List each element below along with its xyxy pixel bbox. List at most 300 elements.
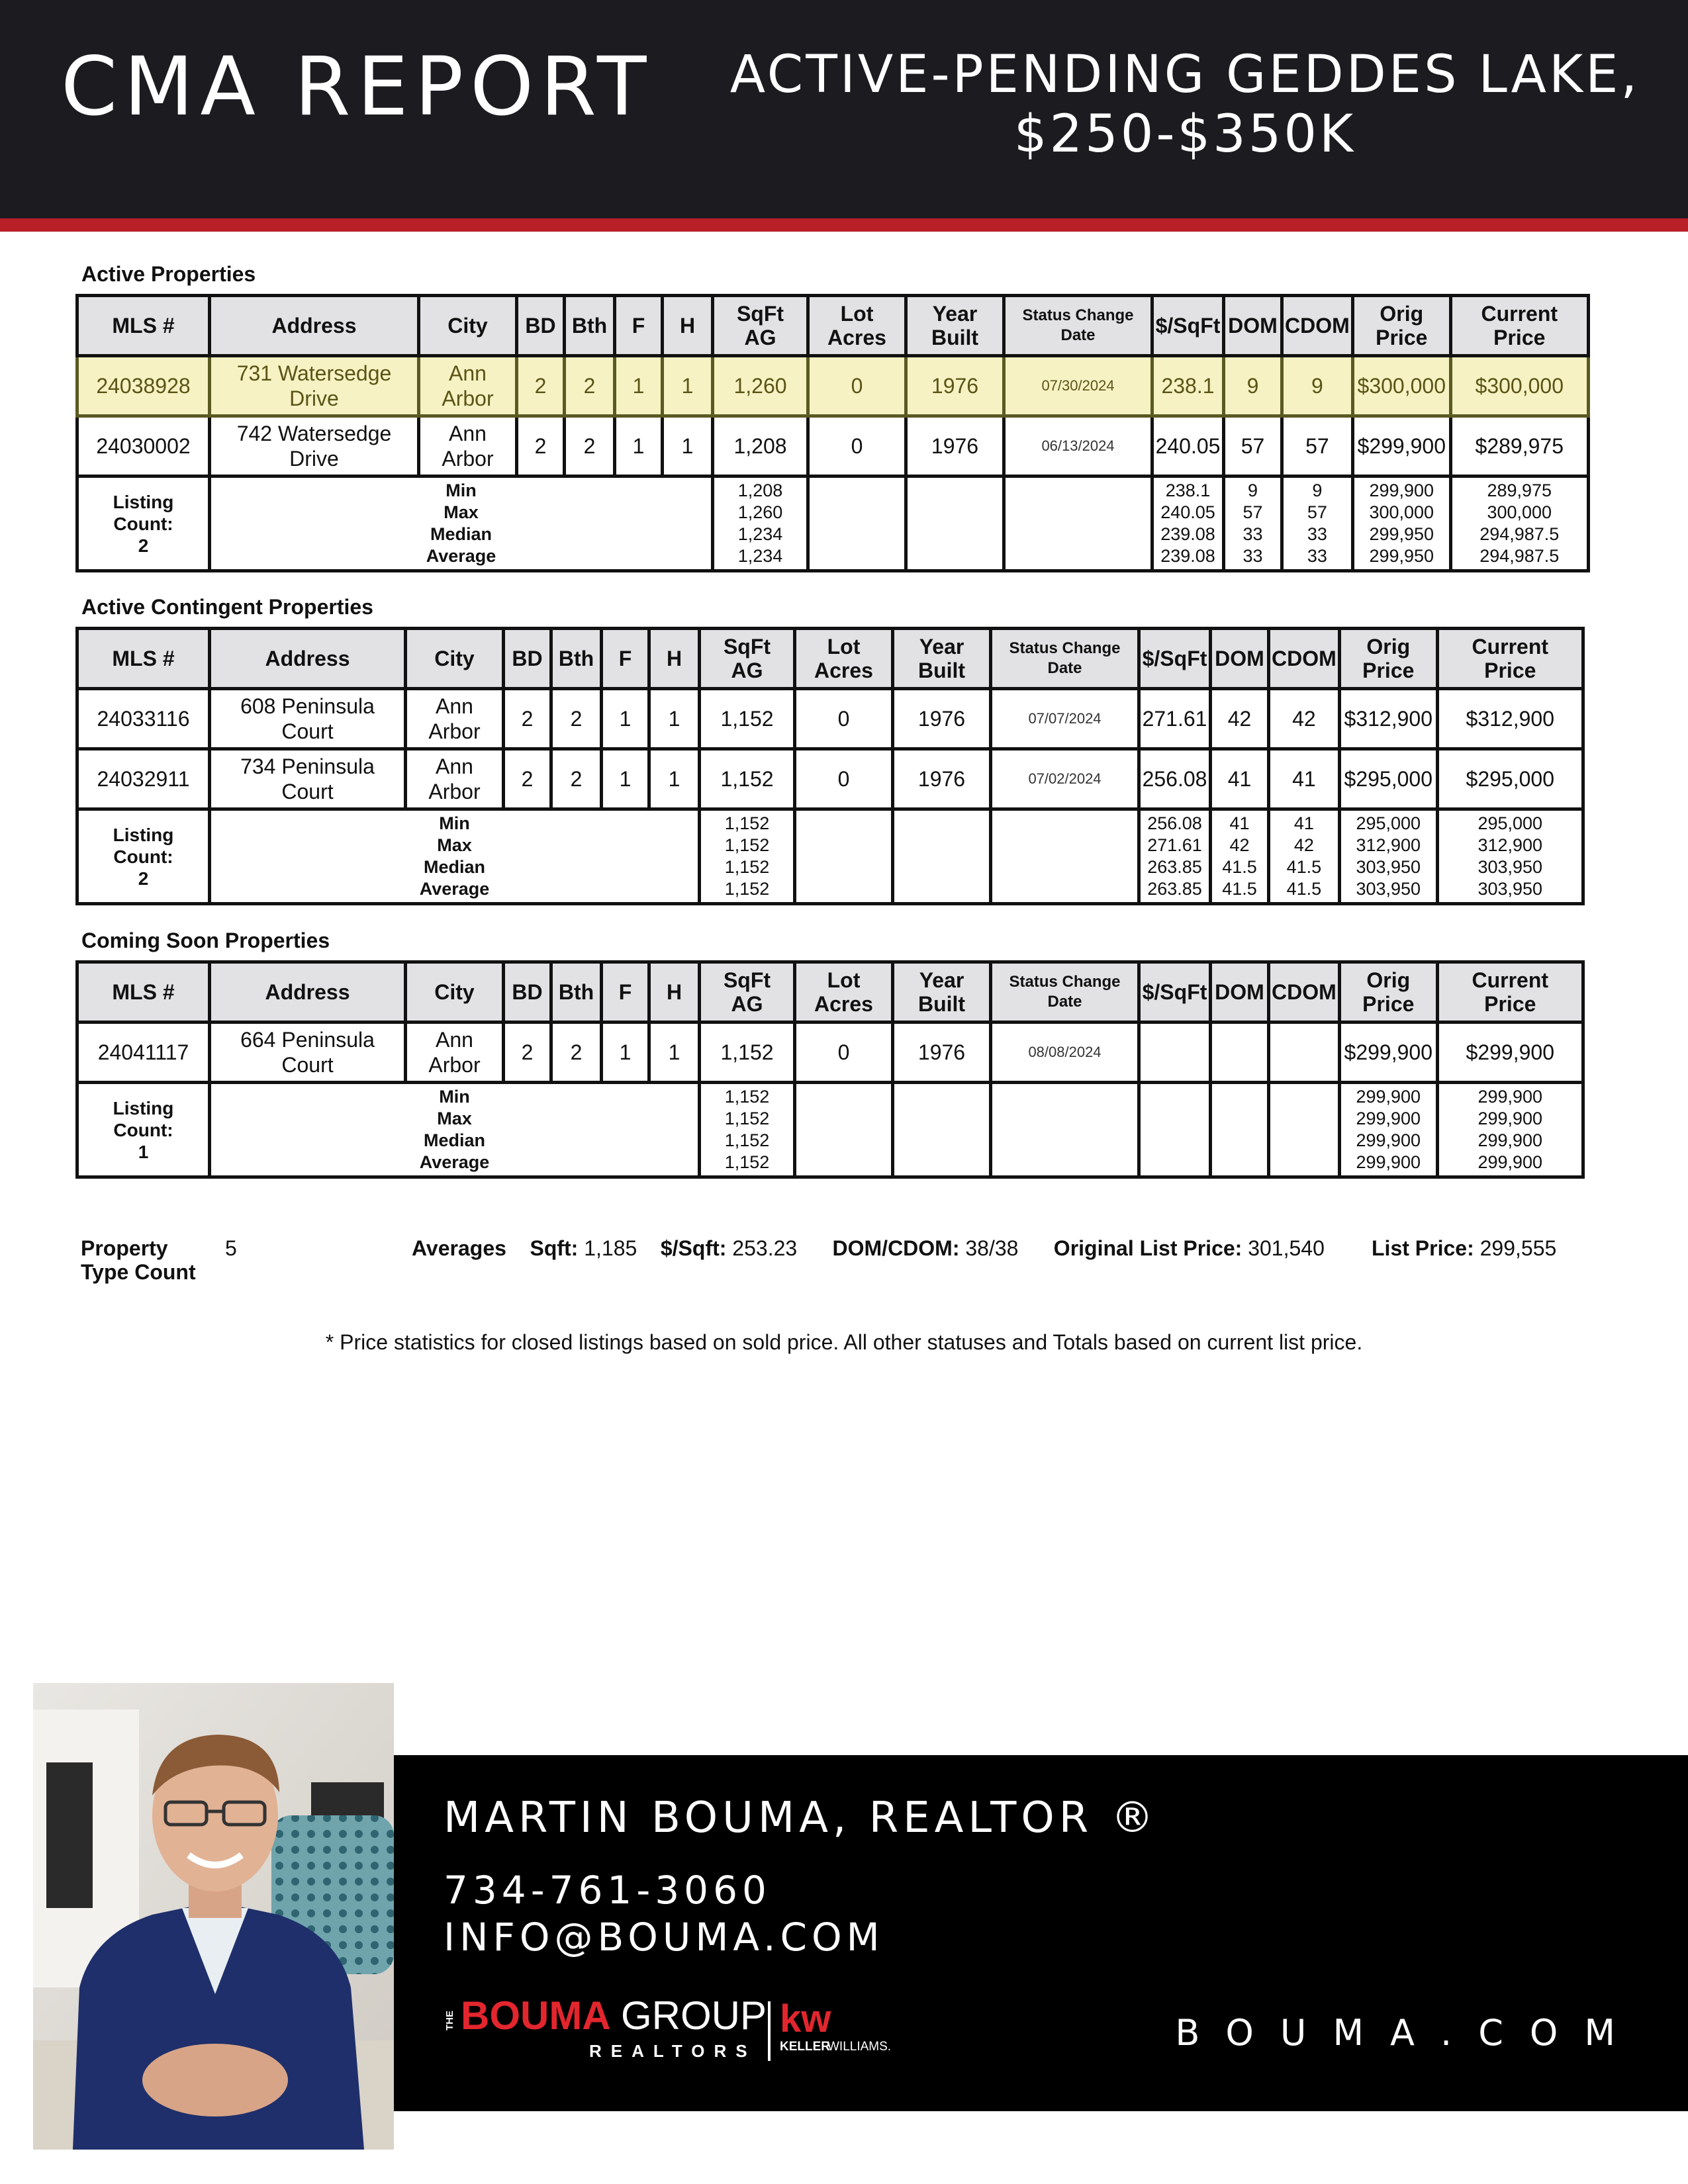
stat-ppsf [1139, 809, 1211, 904]
column-header-lot-line1: Lot [827, 635, 861, 659]
stat-dom-value: 33 [1243, 546, 1263, 566]
column-header-orig-line1: Orig [1366, 968, 1411, 992]
stat-cdom [1269, 1083, 1340, 1177]
stat-ppsf-value [1142, 1152, 1207, 1173]
status-change-date: 06/13/2024 [1004, 416, 1152, 477]
report-subtitle-line2: $250-$350K [1013, 105, 1356, 164]
section-title: Active Properties [81, 262, 256, 286]
column-header-status-line2: Date [1047, 659, 1082, 677]
stat-empty [893, 809, 991, 904]
stat-label-median: Median [430, 524, 492, 544]
column-header-bd: BD [504, 962, 551, 1023]
mls-number: 24033116 [77, 689, 210, 749]
price-statistics-note: * Price statistics for closed listings based on sold price. All other statuses and Totals based on current list price. [325, 1330, 1363, 1354]
column-header-cur-line1: Current [1472, 635, 1549, 659]
cur-value: $300,000 [1450, 356, 1588, 416]
stat-sqft [713, 477, 808, 571]
stat-sqft-value: 1,208 [737, 480, 783, 500]
listings-table [75, 627, 1585, 905]
address-line1: 734 Peninsula [240, 754, 375, 778]
stat-empty [906, 477, 1004, 571]
year-value: 1976 [906, 416, 1004, 477]
logo-williams: WILLIAMS. [827, 2040, 892, 2054]
f-value: 1 [615, 356, 663, 416]
cdom-value: 41 [1269, 749, 1340, 809]
stat-cur-value: 312,900 [1477, 835, 1543, 855]
city [419, 356, 517, 416]
stat-sqft-value: 1,152 [724, 1130, 770, 1150]
logo-group: GROUP [621, 1993, 767, 2038]
stat-sqft [700, 809, 795, 904]
column-header-sqft [700, 629, 795, 689]
stat-ppsf-value [1142, 1130, 1207, 1152]
column-header-lot-line2: Acres [827, 326, 886, 349]
status-change-date: 07/07/2024 [991, 689, 1139, 749]
logo-bouma: BOUMA [461, 1993, 611, 2038]
stat-cdom-value: 41.5 [1286, 857, 1322, 877]
stat-sqft-value: 1,152 [724, 879, 770, 899]
city-line1: Ann [436, 1028, 473, 1052]
avg-list-value: 299,555 [1479, 1236, 1557, 1260]
column-header-lot [795, 629, 893, 689]
status-change-date: 08/08/2024 [991, 1023, 1139, 1083]
city [406, 689, 504, 749]
stat-sqft-value: 1,260 [737, 502, 783, 522]
column-header-lot [795, 962, 893, 1023]
mls-number: 24030002 [77, 416, 210, 477]
address [210, 356, 419, 416]
h-value: 1 [649, 1023, 700, 1083]
stat-ppsf-value: 239.08 [1160, 524, 1215, 544]
table-row[interactable] [77, 356, 1589, 416]
ppsf-value: 256.08 [1139, 749, 1211, 809]
agent-name: MARTIN BOUMA, REALTOR ® [444, 1794, 1158, 1843]
stat-orig-value: 299,900 [1369, 480, 1434, 500]
column-header-cur-line2: Price [1484, 659, 1536, 682]
cdom-value: 9 [1282, 356, 1353, 416]
stat-cdom [1282, 477, 1353, 571]
stat-dom-value: 9 [1247, 480, 1258, 500]
column-header-status-line2: Date [1060, 326, 1096, 344]
stat-cur-value: 299,900 [1477, 1087, 1543, 1107]
stat-empty [893, 1083, 991, 1177]
stat-orig-value: 299,950 [1369, 524, 1434, 544]
listing-count-value: 2 [138, 868, 149, 889]
column-header-cur-line2: Price [1493, 326, 1546, 349]
sqft-value: 1,152 [700, 689, 795, 749]
city [406, 1023, 504, 1083]
column-header-sqft [700, 962, 795, 1023]
ppsf-value: 240.05 [1152, 416, 1224, 477]
h-value: 1 [663, 416, 713, 477]
type-count-label-line2: Type Count [81, 1260, 196, 1284]
agent-photo [33, 1683, 394, 2150]
stat-empty [991, 1083, 1139, 1177]
table-row[interactable] [77, 416, 1589, 477]
stat-cdom-value: 41 [1293, 813, 1314, 833]
stat-dom-value [1213, 1086, 1266, 1108]
column-header-orig-line1: Orig [1366, 635, 1411, 659]
stat-ppsf-value [1142, 1086, 1207, 1108]
bth-value: 2 [551, 1023, 602, 1083]
stat-dom-value: 42 [1229, 835, 1250, 855]
bd-value: 2 [517, 416, 565, 477]
address [210, 1023, 406, 1083]
column-header-lot [808, 296, 906, 356]
stat-ppsf-value: 263.85 [1147, 857, 1202, 877]
stat-cur-value: 303,950 [1477, 879, 1543, 899]
column-header-year-line1: Year [919, 968, 964, 992]
sqft-value: 1,208 [713, 416, 808, 477]
bth-value: 2 [565, 416, 615, 477]
column-header-cur-line2: Price [1484, 992, 1536, 1016]
stat-ppsf-value: 239.08 [1160, 546, 1215, 566]
address-line1: 731 Watersedge [236, 361, 392, 385]
stat-sqft-value: 1,152 [724, 1087, 770, 1107]
stat-dom-value [1213, 1108, 1266, 1130]
stat-cdom-value: 42 [1293, 835, 1314, 855]
orig-value: $299,900 [1352, 416, 1450, 477]
city-line1: Ann [436, 754, 473, 778]
address-line1: 742 Watersedge [236, 422, 392, 445]
column-header-year [906, 296, 1004, 356]
stat-cur [1450, 477, 1588, 571]
column-header-bth: Bth [565, 296, 615, 356]
ppsf-value: 271.61 [1139, 689, 1211, 749]
column-header-sqft-line2: AG [731, 992, 763, 1016]
f-value: 1 [602, 749, 649, 809]
cur-value: $295,000 [1437, 749, 1583, 809]
logo-keller: KELLER [780, 2040, 830, 2054]
orig-value: $300,000 [1352, 356, 1450, 416]
address [210, 689, 406, 749]
city [419, 416, 517, 477]
stat-orig-value: 303,950 [1356, 879, 1421, 899]
stat-label-median: Median [423, 857, 485, 877]
column-header-city: City [406, 962, 504, 1023]
bd-value: 2 [504, 1023, 551, 1083]
column-header-dom: DOM [1211, 962, 1269, 1023]
report-title: CMA REPORT [61, 40, 653, 134]
column-header-orig-line2: Price [1362, 659, 1415, 682]
listings-table [75, 294, 1590, 572]
averages-summary [412, 1236, 1556, 1261]
f-value: 1 [602, 689, 649, 749]
stat-label-max: Max [437, 1109, 472, 1128]
bd-value: 2 [504, 749, 551, 809]
property-type-count-label [81, 1236, 196, 1284]
stat-label-max: Max [437, 835, 472, 855]
bth-value: 2 [565, 356, 615, 416]
logo-realtors: REALTORS [589, 2041, 757, 2061]
listing-count-value: 1 [138, 1141, 149, 1162]
table-row[interactable] [77, 1023, 1583, 1083]
logo-kw: kw [780, 1997, 831, 2040]
column-header-orig [1352, 296, 1450, 356]
stat-cur [1437, 1083, 1583, 1177]
avg-list-label: List Price: [1372, 1236, 1474, 1260]
stat-empty [808, 477, 906, 571]
address-line1: 608 Peninsula [240, 694, 375, 718]
stat-dom [1211, 809, 1269, 904]
h-value: 1 [649, 749, 700, 809]
column-header-address: Address [210, 962, 406, 1023]
avg-dom-label: DOM/CDOM: [832, 1236, 960, 1260]
listing-count-value: 2 [138, 535, 149, 556]
listing-count-label: Listing [113, 824, 174, 845]
statistics-row [77, 477, 1589, 571]
stat-cdom-value [1272, 1086, 1336, 1108]
statistics-row [77, 1083, 1583, 1177]
agent-phone[interactable]: 734-761-3060 [444, 1868, 771, 1913]
section-title: Active Contingent Properties [81, 595, 373, 619]
year-value: 1976 [906, 356, 1004, 416]
logo-the: THE [444, 2011, 455, 2030]
dom-value: 57 [1224, 416, 1282, 477]
column-header-mls: MLS # [77, 629, 210, 689]
stat-orig-value: 300,000 [1369, 502, 1434, 522]
table-row[interactable] [77, 689, 1583, 749]
stat-dom-value [1213, 1130, 1266, 1152]
cdom-value: 57 [1282, 416, 1353, 477]
agent-email[interactable]: INFO@BOUMA.COM [444, 1915, 884, 1960]
listings-table [75, 960, 1585, 1179]
stat-ppsf-value: 240.05 [1160, 502, 1215, 522]
city-line2: Arbor [442, 387, 494, 410]
stat-cur-value: 295,000 [1477, 813, 1543, 833]
column-header-h: H [649, 962, 700, 1023]
address [210, 416, 419, 477]
stat-label-average: Average [419, 1152, 490, 1172]
stat-label-min: Min [439, 1087, 470, 1107]
address-line2: Drive [289, 387, 339, 410]
column-header-cur [1450, 296, 1588, 356]
dom-value: 41 [1211, 749, 1269, 809]
stat-sqft-value: 1,152 [724, 1109, 770, 1128]
orig-value: $312,900 [1339, 689, 1437, 749]
column-header-cdom: CDOM [1269, 629, 1340, 689]
bd-value: 2 [504, 689, 551, 749]
stat-sqft-value: 1,152 [724, 857, 770, 877]
column-header-status-line1: Status Change [1022, 306, 1134, 324]
column-header-cur [1437, 629, 1583, 689]
column-header-city: City [406, 629, 504, 689]
stat-orig-value: 299,900 [1356, 1109, 1421, 1128]
stat-empty [795, 1083, 893, 1177]
city-line1: Ann [436, 694, 473, 718]
stat-orig [1339, 1083, 1437, 1177]
city-line2: Arbor [428, 1053, 481, 1077]
column-header-sqft-line1: SqFt [723, 635, 771, 659]
ppsf-value [1139, 1023, 1211, 1083]
lot-value: 0 [808, 416, 906, 477]
column-header-f: F [602, 962, 649, 1023]
avg-sqft-label: Sqft: [530, 1236, 579, 1260]
bd-value: 2 [517, 356, 565, 416]
stat-ppsf [1152, 477, 1224, 571]
column-header-cur-line1: Current [1472, 968, 1549, 992]
column-header-ppsf: $/SqFt [1152, 296, 1224, 356]
listing-count [77, 809, 210, 904]
stat-cur-value: 299,900 [1477, 1152, 1543, 1172]
stat-cdom-value [1272, 1152, 1336, 1173]
stat-cdom [1269, 809, 1340, 904]
stat-sqft [700, 1083, 795, 1177]
column-header-status-line2: Date [1047, 993, 1082, 1011]
address-line2: Court [281, 1053, 334, 1077]
header-red-stripe [0, 218, 1688, 232]
stat-sqft-value: 1,234 [737, 546, 783, 566]
stat-label-average: Average [426, 546, 496, 566]
column-header-mls: MLS # [77, 296, 210, 356]
column-header-orig [1339, 962, 1437, 1023]
lot-value: 0 [795, 749, 893, 809]
stat-dom-value [1213, 1152, 1266, 1173]
stat-ppsf-value: 271.61 [1147, 835, 1202, 855]
stat-sqft-value: 1,152 [724, 1152, 770, 1172]
column-header-year-line2: Built [917, 992, 966, 1016]
ppsf-value: 238.1 [1152, 356, 1224, 416]
listing-count-label: Count: [113, 513, 173, 534]
sqft-value: 1,152 [700, 1023, 795, 1083]
stat-ppsf-value: 256.08 [1147, 813, 1202, 833]
column-header-mls: MLS # [77, 962, 210, 1023]
bth-value: 2 [551, 749, 602, 809]
column-header-sqft-line2: AG [744, 326, 776, 349]
avg-orig-value: 301,540 [1248, 1236, 1325, 1260]
stat-cur-value: 303,950 [1477, 857, 1543, 877]
cur-value: $312,900 [1437, 689, 1583, 749]
column-header-bth: Bth [551, 629, 602, 689]
column-header-year [893, 962, 991, 1023]
mls-number: 24041117 [77, 1023, 210, 1083]
stat-empty [991, 809, 1139, 904]
orig-value: $295,000 [1339, 749, 1437, 809]
column-header-status [991, 629, 1139, 689]
column-header-sqft-line2: AG [731, 659, 763, 682]
table-header-row [77, 629, 1583, 689]
column-header-year-line2: Built [917, 659, 966, 682]
section-title: Coming Soon Properties [81, 929, 330, 952]
year-value: 1976 [893, 689, 991, 749]
stat-label-average: Average [419, 879, 490, 899]
lot-value: 0 [795, 1023, 893, 1083]
h-value: 1 [663, 356, 713, 416]
type-count-label-line1: Property [81, 1236, 168, 1260]
year-value: 1976 [893, 749, 991, 809]
statistics-row [77, 809, 1583, 904]
stat-cdom-value [1272, 1130, 1336, 1152]
statistic-labels [210, 1083, 700, 1177]
stat-orig-value: 299,900 [1356, 1152, 1421, 1172]
lot-value: 0 [808, 356, 906, 416]
status-change-date: 07/30/2024 [1004, 356, 1152, 416]
stat-cdom-value: 33 [1307, 546, 1327, 566]
lot-value: 0 [795, 689, 893, 749]
stat-orig-value: 299,950 [1369, 546, 1434, 566]
f-value: 1 [602, 1023, 649, 1083]
status-change-date: 07/02/2024 [991, 749, 1139, 809]
property-type-count: 5 [225, 1236, 237, 1260]
stat-ppsf-value: 238.1 [1165, 480, 1211, 500]
city-line2: Arbor [428, 780, 481, 803]
table-row[interactable] [77, 749, 1583, 809]
column-header-dom: DOM [1211, 629, 1269, 689]
column-header-h: H [649, 629, 700, 689]
column-header-h: H [663, 296, 713, 356]
avg-sqft-value: 1,185 [584, 1236, 637, 1260]
city [406, 749, 504, 809]
stat-cur-value: 294,987.5 [1479, 524, 1560, 544]
stat-label-median: Median [423, 1130, 485, 1150]
listing-count-label: Listing [113, 1097, 174, 1118]
column-header-status-line1: Status Change [1009, 973, 1121, 991]
column-header-address: Address [210, 629, 406, 689]
avg-dom-value: 38/38 [965, 1236, 1019, 1260]
bouma-group-keller-williams-logo [444, 1992, 920, 2071]
stat-label-max: Max [444, 502, 479, 522]
avg-ppsf-value: 253.23 [732, 1236, 798, 1260]
column-header-lot-line1: Lot [827, 968, 861, 992]
dom-value: 9 [1224, 356, 1282, 416]
averages-label: Averages [412, 1236, 506, 1260]
cur-value: $299,900 [1437, 1023, 1583, 1083]
city-line1: Ann [449, 422, 487, 445]
f-value: 1 [615, 416, 663, 477]
column-header-cur-line1: Current [1481, 302, 1558, 326]
table-header-row [77, 962, 1583, 1023]
stat-dom-value: 33 [1243, 524, 1263, 544]
stat-sqft-value: 1,152 [724, 835, 770, 855]
stat-orig-value: 295,000 [1356, 813, 1421, 833]
year-value: 1976 [893, 1023, 991, 1083]
stat-orig-value: 303,950 [1356, 857, 1421, 877]
column-header-year-line2: Built [931, 326, 979, 349]
column-header-orig [1339, 629, 1437, 689]
column-header-city: City [419, 296, 517, 356]
column-header-status-line1: Status Change [1009, 639, 1121, 657]
column-header-orig-line2: Price [1362, 992, 1415, 1016]
stat-cur-value: 299,900 [1477, 1130, 1543, 1150]
h-value: 1 [649, 689, 700, 749]
address-line2: Drive [289, 447, 339, 471]
column-header-status [1004, 296, 1152, 356]
cdom-value [1269, 1023, 1340, 1083]
table-header-row [77, 296, 1589, 356]
stat-label-min: Min [439, 813, 470, 833]
listing-count-label: Count: [113, 1119, 173, 1140]
column-header-year-line1: Year [932, 302, 978, 326]
listing-count-label: Count: [113, 846, 173, 867]
cdom-value: 42 [1269, 689, 1340, 749]
cur-value: $289,975 [1450, 416, 1588, 477]
stat-cur [1437, 809, 1583, 904]
stat-cur-value: 299,900 [1477, 1109, 1543, 1128]
column-header-dom: DOM [1224, 296, 1282, 356]
column-header-cur [1437, 962, 1583, 1023]
stat-cur-value: 289,975 [1487, 480, 1552, 500]
address-line2: Court [281, 719, 334, 743]
agent-website[interactable]: BOUMA.COM [1175, 2012, 1642, 2054]
statistic-labels [210, 477, 713, 571]
stat-orig-value: 312,900 [1356, 835, 1421, 855]
stat-cdom-value: 41.5 [1286, 879, 1322, 899]
column-header-orig-line2: Price [1376, 326, 1428, 349]
listing-count [77, 477, 210, 571]
column-header-bth: Bth [551, 962, 602, 1023]
column-header-f: F [615, 296, 663, 356]
column-header-sqft-line1: SqFt [723, 968, 771, 992]
